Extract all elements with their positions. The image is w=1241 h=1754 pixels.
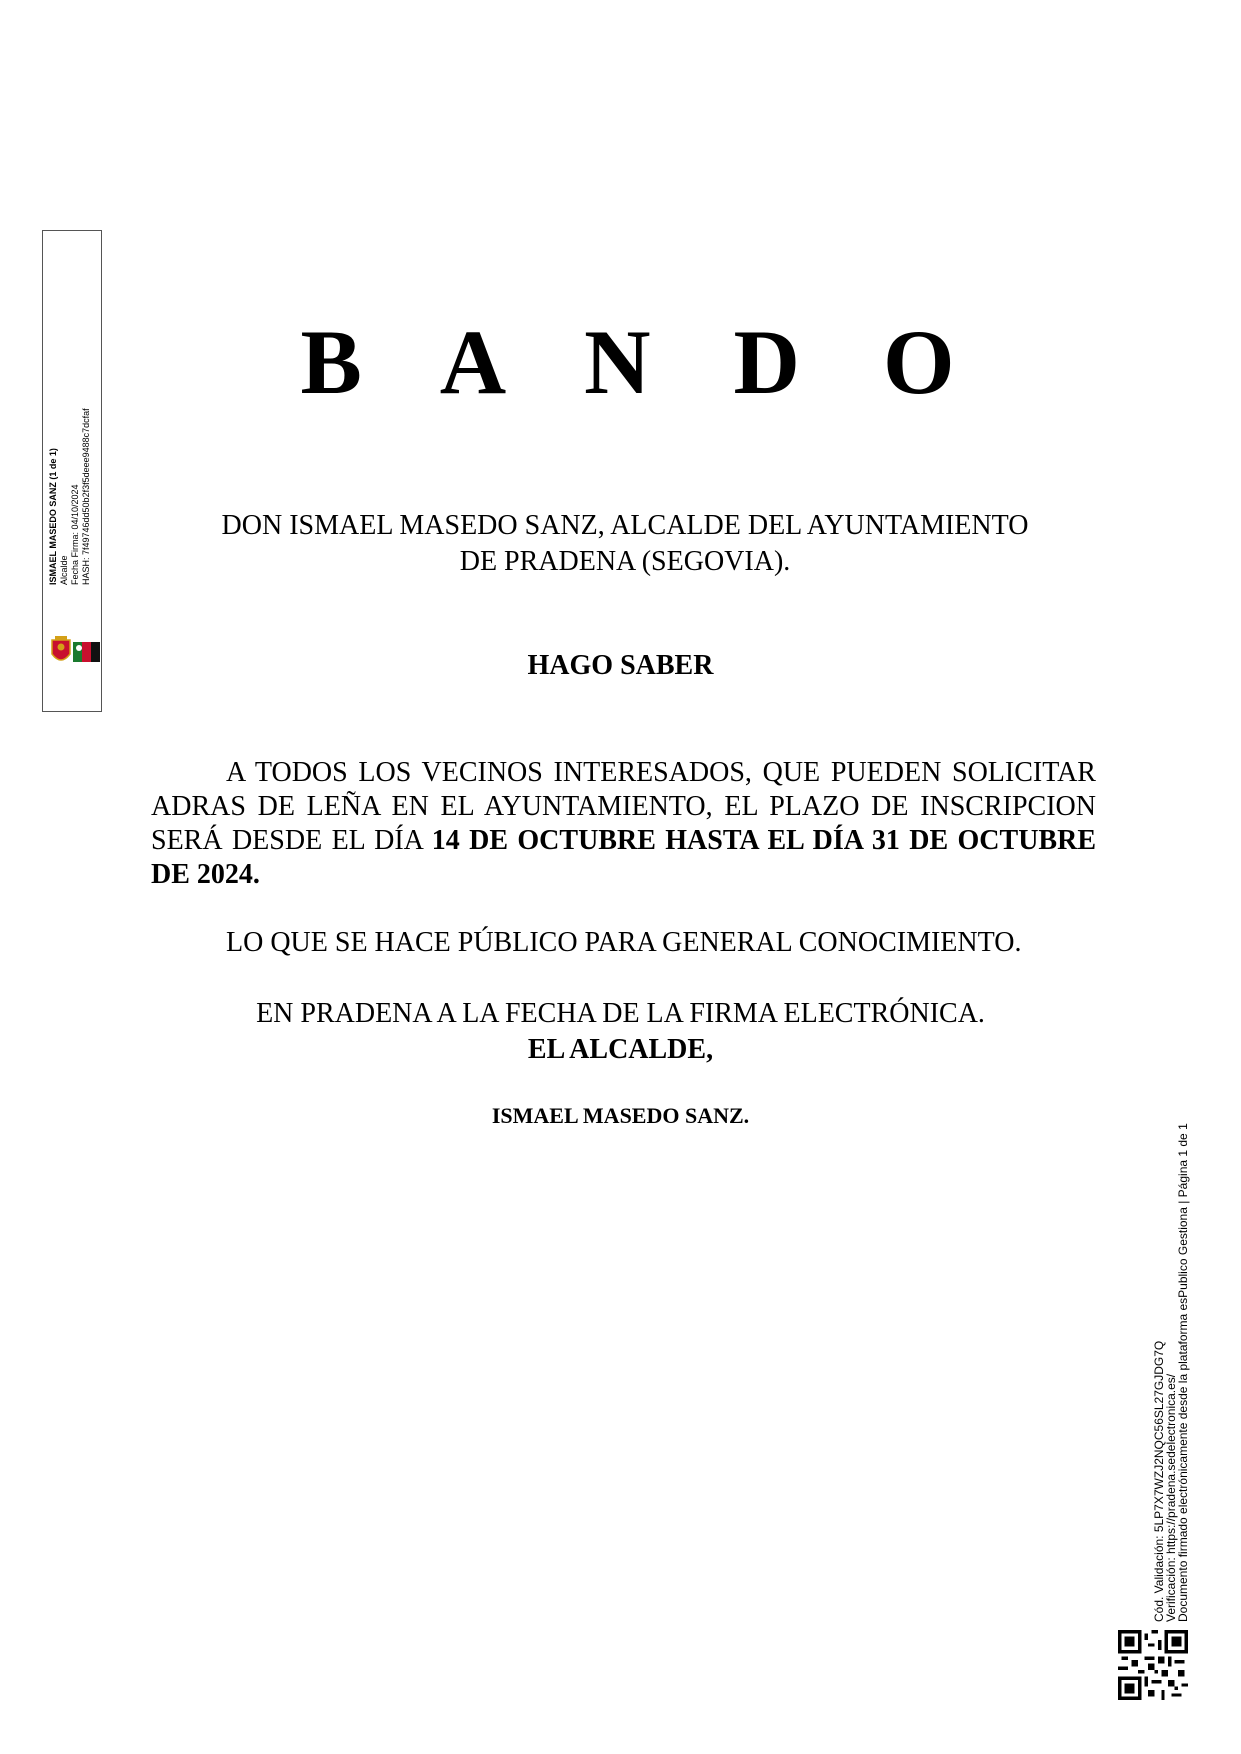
announcement-text: A TODOS LOS VECINOS INTERESADOS, QUE PUEDEN SOLICITAR ADRAS DE LEÑA EN EL AYUNTAMIENTO, EL PLAZO DE INSCRIPCION SERÁ DESDE EL DÍA <box>151 757 1096 856</box>
issuer-line-1: DON ISMAEL MASEDO SANZ, ALCALDE DEL AYUNTAMIENTO <box>221 510 1029 541</box>
place-date: EN PRADENA A LA FECHA DE LA FIRMA ELECTRÓNICA. <box>256 998 985 1029</box>
section-heading: HAGO SABER <box>527 650 714 681</box>
signature-name: ISMAEL MASEDO SANZ (1 de 1) <box>48 448 58 585</box>
signer-role: EL ALCALDE, <box>527 1034 714 1065</box>
announcement-paragraph <box>151 756 1096 892</box>
signature-stamp-text <box>48 408 92 585</box>
validation-code: Cód. Validación: 5LP7X7WZJ2NQC56SL27GJDG7Q <box>1152 1340 1166 1622</box>
signature-date: Fecha Firma: 04/10/2024 <box>70 484 80 585</box>
public-notice: LO QUE SE HACE PÚBLICO PARA GENERAL CONOCIMIENTO. <box>226 927 1022 958</box>
validation-strip <box>1153 1123 1189 1622</box>
page-title: B A N D O <box>300 311 985 413</box>
issuer-statement <box>130 508 1120 580</box>
validation-footer: Documento firmado electrónicamente desde la plataforma esPublico Gestiona | Página 1 de 1 <box>1176 1123 1190 1622</box>
qr-code-icon <box>1118 1630 1188 1700</box>
validation-url: Verificación: https://pradena.sedelectronica.es/ <box>1164 1373 1178 1622</box>
announcement-dates: 14 DE OCTUBRE HASTA EL DÍA 31 DE OCTUBRE DE 2024. <box>151 825 1096 890</box>
signer-name: ISMAEL MASEDO SANZ. <box>491 1103 750 1128</box>
signature-role: Alcalde <box>59 555 69 585</box>
issuer-line-2: DE PRADENA (SEGOVIA). <box>459 546 791 577</box>
signature-hash: HASH: 7f49746dd50b2f3f5deee9488c7dcfaf <box>81 408 91 585</box>
